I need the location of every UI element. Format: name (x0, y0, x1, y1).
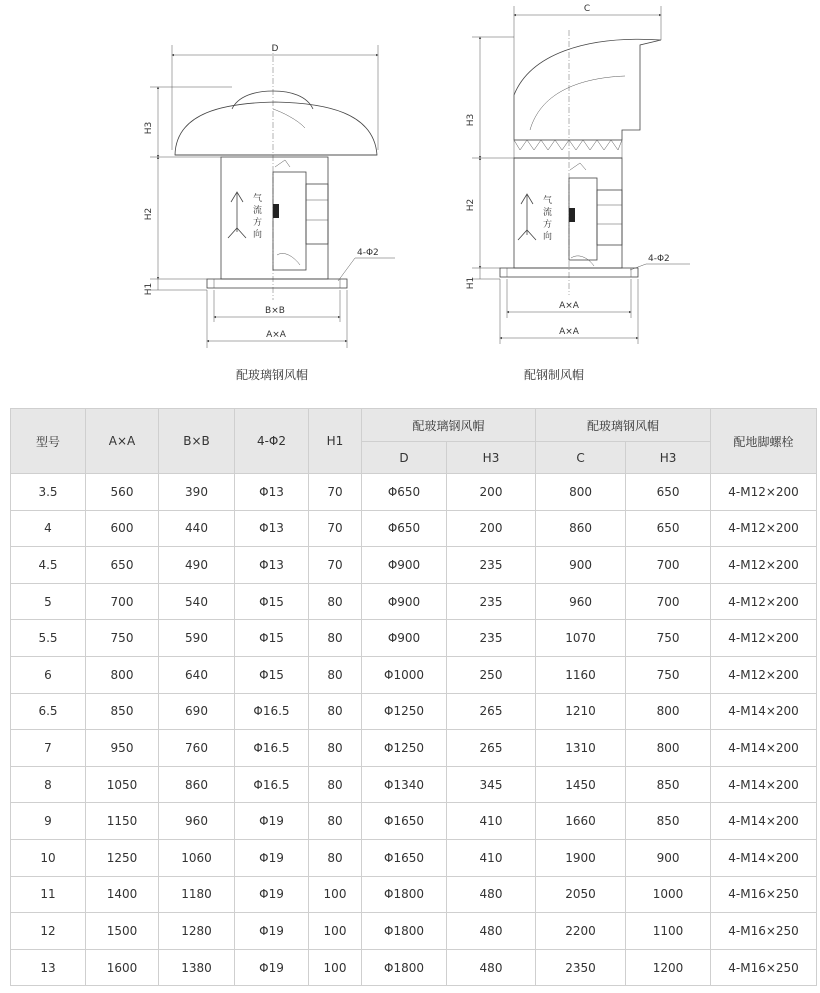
table-cell: 700 (626, 583, 711, 620)
svg-text:A×A: A×A (266, 330, 286, 340)
svg-text:H2: H2 (144, 207, 154, 221)
table-cell: Φ900 (362, 547, 447, 584)
right-fan-drawing (466, 4, 690, 344)
table-cell: 560 (86, 474, 159, 511)
table-cell: 4-M14×200 (711, 693, 817, 730)
table-cell: 13 (11, 949, 86, 986)
table-cell: 235 (447, 583, 536, 620)
table-cell: 690 (159, 693, 235, 730)
svg-text:H1: H1 (466, 276, 476, 290)
table-cell: 80 (309, 803, 362, 840)
dim-label-d: D (271, 44, 279, 54)
table-cell: 4-M14×200 (711, 730, 817, 767)
table-cell: Φ1250 (362, 693, 447, 730)
table-cell: 950 (86, 730, 159, 767)
table-cell: 7 (11, 730, 86, 767)
header-frp-group: 配玻璃钢风帽 (362, 409, 536, 442)
table-cell: 800 (86, 656, 159, 693)
svg-text:A×A: A×A (559, 301, 579, 311)
table-cell: 600 (86, 510, 159, 547)
table-cell: 1160 (536, 656, 626, 693)
table-cell: 80 (309, 730, 362, 767)
table-cell: 4-M14×200 (711, 839, 817, 876)
table-cell: 650 (626, 510, 711, 547)
svg-text:H1: H1 (144, 282, 154, 296)
table-cell: 6 (11, 656, 86, 693)
table-cell: 200 (447, 510, 536, 547)
table-row (11, 547, 817, 584)
table-cell: 4-M12×200 (711, 510, 817, 547)
table-cell: 1660 (536, 803, 626, 840)
header-frp-d: D (362, 442, 447, 474)
table-cell: Φ16.5 (235, 766, 309, 803)
table-cell: 650 (86, 547, 159, 584)
header-phi: 4-Φ2 (235, 409, 309, 474)
table-cell: 850 (626, 766, 711, 803)
svg-text:流: 流 (543, 208, 553, 218)
table-cell: Φ16.5 (235, 693, 309, 730)
table-cell: 11 (11, 876, 86, 913)
table-cell: Φ900 (362, 583, 447, 620)
table-row (11, 949, 817, 986)
table-body (11, 474, 817, 986)
table-cell: 2200 (536, 913, 626, 950)
table-cell: Φ650 (362, 474, 447, 511)
header-steel-c: C (536, 442, 626, 474)
table-cell: Φ19 (235, 803, 309, 840)
table-cell: Φ15 (235, 583, 309, 620)
table-cell: 70 (309, 474, 362, 511)
table-cell: Φ1340 (362, 766, 447, 803)
header-b: B×B (159, 409, 235, 474)
table-cell: 2350 (536, 949, 626, 986)
svg-text:H3: H3 (144, 121, 154, 135)
header-model: 型号 (11, 409, 86, 474)
table-cell: 850 (86, 693, 159, 730)
table-cell: 860 (536, 510, 626, 547)
table-row (11, 766, 817, 803)
svg-text:H2: H2 (466, 198, 476, 212)
table-cell: 960 (536, 583, 626, 620)
table-cell: 100 (309, 913, 362, 950)
table-cell: 480 (447, 913, 536, 950)
table-cell: 640 (159, 656, 235, 693)
svg-text:4-Φ2: 4-Φ2 (648, 254, 670, 264)
table-cell: 410 (447, 803, 536, 840)
table-cell: 1500 (86, 913, 159, 950)
svg-text:A×A: A×A (559, 327, 579, 337)
table-cell: 1280 (159, 913, 235, 950)
table-cell: Φ19 (235, 839, 309, 876)
table-cell: 4 (11, 510, 86, 547)
table-cell: 80 (309, 583, 362, 620)
table-cell: 4.5 (11, 547, 86, 584)
table-cell: 700 (626, 547, 711, 584)
svg-text:气: 气 (543, 196, 553, 206)
table-cell: 5 (11, 583, 86, 620)
table-cell: 235 (447, 547, 536, 584)
right-caption: 配钢制风帽 (524, 368, 585, 382)
table-cell: Φ19 (235, 913, 309, 950)
svg-text:方: 方 (253, 218, 263, 228)
table-cell: 1210 (536, 693, 626, 730)
svg-text:气: 气 (253, 194, 263, 204)
svg-text:向: 向 (543, 232, 553, 242)
table-cell: Φ1000 (362, 656, 447, 693)
table-cell: 750 (626, 656, 711, 693)
table-cell: 860 (159, 766, 235, 803)
table-cell: 80 (309, 766, 362, 803)
table-cell: 80 (309, 620, 362, 657)
table-cell: 1400 (86, 876, 159, 913)
table-cell: 390 (159, 474, 235, 511)
header-steel-h3: H3 (626, 442, 711, 474)
table-cell: 490 (159, 547, 235, 584)
table-cell: Φ1650 (362, 803, 447, 840)
table-cell: Φ900 (362, 620, 447, 657)
table-cell: 80 (309, 693, 362, 730)
table-cell: 4-M16×250 (711, 913, 817, 950)
table-cell: 1250 (86, 839, 159, 876)
table-cell: 1060 (159, 839, 235, 876)
specification-table (10, 408, 817, 986)
table-cell: 6.5 (11, 693, 86, 730)
table-cell: 100 (309, 876, 362, 913)
table-cell: 100 (309, 949, 362, 986)
table-cell: 700 (86, 583, 159, 620)
svg-text:4-Φ2: 4-Φ2 (357, 248, 379, 258)
table-cell: 2050 (536, 876, 626, 913)
table-row (11, 913, 817, 950)
table-cell: 80 (309, 656, 362, 693)
svg-text:方: 方 (543, 220, 553, 230)
table-cell: 1100 (626, 913, 711, 950)
svg-text:H3: H3 (466, 113, 476, 127)
table-cell: 960 (159, 803, 235, 840)
table-cell: 900 (626, 839, 711, 876)
table-cell: Φ1800 (362, 949, 447, 986)
table-cell: 1000 (626, 876, 711, 913)
table-row (11, 876, 817, 913)
table-cell: 345 (447, 766, 536, 803)
table-cell: 4-M16×250 (711, 876, 817, 913)
table-cell: 760 (159, 730, 235, 767)
table-cell: 750 (86, 620, 159, 657)
table-cell: 850 (626, 803, 711, 840)
table-cell: Φ15 (235, 656, 309, 693)
header-frp-h3: H3 (447, 442, 536, 474)
table-cell: 480 (447, 876, 536, 913)
table-cell: 4-M12×200 (711, 474, 817, 511)
header-h1: H1 (309, 409, 362, 474)
table-cell: 4-M16×250 (711, 949, 817, 986)
table-cell: 4-M14×200 (711, 803, 817, 840)
table-cell: Φ19 (235, 876, 309, 913)
header-a: A×A (86, 409, 159, 474)
table-cell: 590 (159, 620, 235, 657)
table-cell: 1450 (536, 766, 626, 803)
table-cell: Φ13 (235, 474, 309, 511)
table-cell: Φ19 (235, 949, 309, 986)
table-cell: 4-M14×200 (711, 766, 817, 803)
left-fan-drawing (144, 44, 395, 348)
table-cell: 9 (11, 803, 86, 840)
table-cell: Φ650 (362, 510, 447, 547)
table-cell: 900 (536, 547, 626, 584)
table-cell: 200 (447, 474, 536, 511)
table-cell: Φ1250 (362, 730, 447, 767)
table-cell: 1050 (86, 766, 159, 803)
table-cell: Φ1650 (362, 839, 447, 876)
table-cell: 265 (447, 693, 536, 730)
table-cell: 1600 (86, 949, 159, 986)
table-cell: 4-M12×200 (711, 620, 817, 657)
table-cell: 8 (11, 766, 86, 803)
table-cell: 480 (447, 949, 536, 986)
table-cell: 410 (447, 839, 536, 876)
table-cell: 1200 (626, 949, 711, 986)
table-cell: 440 (159, 510, 235, 547)
table-row (11, 839, 817, 876)
table-row (11, 730, 817, 767)
table-cell: 750 (626, 620, 711, 657)
table-cell: 4-M12×200 (711, 656, 817, 693)
table-cell: 10 (11, 839, 86, 876)
header-bolt: 配地脚螺栓 (711, 409, 817, 474)
technical-drawing (0, 0, 820, 400)
table-cell: 4-M12×200 (711, 583, 817, 620)
table-row (11, 620, 817, 657)
table-cell: 1150 (86, 803, 159, 840)
table-cell: 3.5 (11, 474, 86, 511)
table-cell: 800 (626, 730, 711, 767)
table-cell: 80 (309, 839, 362, 876)
svg-text:B×B: B×B (265, 306, 285, 316)
header-steel-group: 配玻璃钢风帽 (536, 409, 711, 442)
table-cell: 1180 (159, 876, 235, 913)
table-cell: 1380 (159, 949, 235, 986)
table-cell: 1900 (536, 839, 626, 876)
table-cell: Φ1800 (362, 876, 447, 913)
table-cell: Φ15 (235, 620, 309, 657)
table-row (11, 510, 817, 547)
table-cell: Φ13 (235, 510, 309, 547)
table-cell: 800 (626, 693, 711, 730)
table-cell: 12 (11, 913, 86, 950)
table-cell: 650 (626, 474, 711, 511)
table-cell: 265 (447, 730, 536, 767)
table-row (11, 583, 817, 620)
table-cell: 4-M12×200 (711, 547, 817, 584)
table-cell: 250 (447, 656, 536, 693)
table-cell: 800 (536, 474, 626, 511)
table-row (11, 803, 817, 840)
table-row (11, 474, 817, 511)
table-cell: 70 (309, 547, 362, 584)
table-cell: 1070 (536, 620, 626, 657)
table-cell: Φ16.5 (235, 730, 309, 767)
svg-text:流: 流 (253, 206, 263, 216)
table-cell: 5.5 (11, 620, 86, 657)
table-row (11, 693, 817, 730)
fan-diagrams (0, 0, 820, 400)
dim-label-c: C (583, 4, 591, 14)
svg-text:向: 向 (253, 230, 263, 240)
table-cell: 1310 (536, 730, 626, 767)
table-cell: 235 (447, 620, 536, 657)
table-cell: 540 (159, 583, 235, 620)
left-caption: 配玻璃钢风帽 (236, 368, 309, 382)
table-cell: Φ1800 (362, 913, 447, 950)
table-cell: Φ13 (235, 547, 309, 584)
table-cell: 70 (309, 510, 362, 547)
table-header (11, 409, 817, 474)
table-row (11, 656, 817, 693)
